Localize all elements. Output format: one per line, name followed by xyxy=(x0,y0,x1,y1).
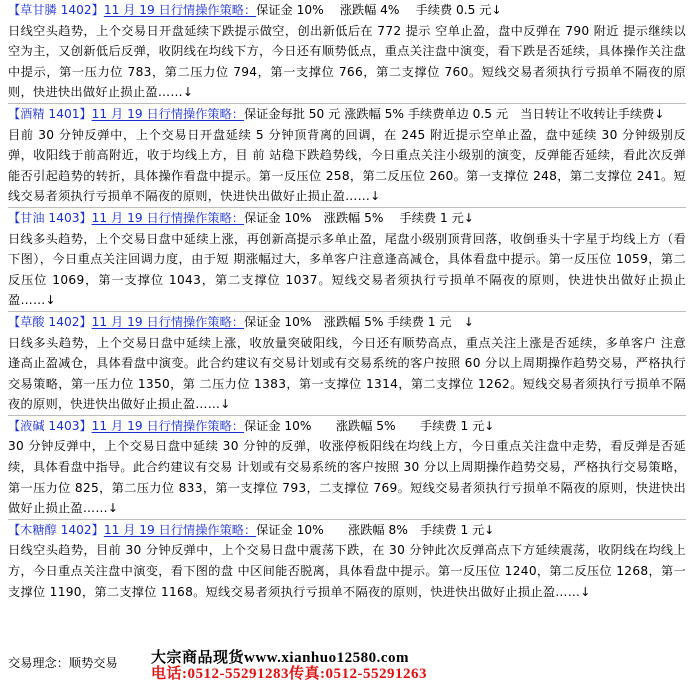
section-header xyxy=(8,312,686,333)
section-caustic-soda xyxy=(8,416,686,519)
contract-meta: 保证金 10% 涨跌幅 4% 手续费 0.5 元↓ xyxy=(256,3,502,17)
contract-meta: 保证金 10% 涨跌幅 8% 手续费 1 元↓ xyxy=(256,522,495,537)
section-body: 目前 30 分钟反弹中，上个交易日开盘延续 5 分钟顶背离的回调，在 245 附近提示空单止盈，盘中延续 30 分钟级别反弹，收阳线于前高附近，收于均线上方，目 前 站稳下跌趋势线，今日重点关注小级别的演变，反弹能否延续，看此次反弹能否引起趋势的转折，具体操作看盘中提示。第一反压位 258，第二反压位 260。第一支撑位 248，第二支撑位 241。短线交易者须执行亏损单不隔夜的原则，快进快出做好止损止盈……↓ xyxy=(8,127,686,204)
section-header xyxy=(8,104,686,125)
section-header xyxy=(8,208,686,229)
contract-meta: 保证金 10% 涨跌幅 5% 手续费 1 元↓ xyxy=(243,418,495,433)
promo-phone-fax-watermark: 电话:0512-55291283传真:0512-55291263 xyxy=(151,666,427,682)
section-body: 日线多头趋势，上个交易日盘中延续上涨，收放量突破阳线，今日还有顺势高点，重点关注上涨是否延续，多单客户 注意逢高止盈减仓，具体看盘中演变。此合约建议有交易计划或有交易系统的客户按照 60 分以上周期操作趋势交易，严格执行交易策略，第一压力位 1350，第 二压力位 1383，第一支撑位 1314，第二支撑位 1262。短线交易者须执行亏损单不隔夜的原则，快进快出做好止损止盈……↓ xyxy=(8,335,686,412)
section-alcohol xyxy=(8,104,686,207)
strategy-title: 11 月 19 日行情操作策略： xyxy=(103,522,257,537)
section-header xyxy=(8,520,686,541)
strategy-title: 11 月 19 日行情操作策略： xyxy=(91,314,244,329)
promo-website-watermark: 大宗商品现货www.xianhuo12580.com xyxy=(151,650,410,666)
strategy-document xyxy=(8,0,686,602)
contract-meta: 保证金 10% 涨跌幅 5% 手续费 1 元↓ xyxy=(243,210,474,225)
section-header xyxy=(8,0,686,21)
section-body: 30 分钟反弹中，上个交易日盘中延续 30 分钟的反弹，收涨停板阳线在均线上方，今日重点关注盘中走势，看反弹是否延续，具体看盘中指导。此合约建议有交易 计划或有交易系统的客户按照 30 分以上周期操作趋势交易，严格执行交易策略，第一压力位 825，第二压力位 833，第一支撑位 793，二支撑位 769。短线交易者须执行亏损单不隔夜的原则，快进快出做好止损止盈……↓ xyxy=(8,439,686,516)
strategy-title: 11 月 19 日行情操作策略： xyxy=(91,210,244,225)
contract-tag: 【酒精 1401】 xyxy=(8,106,92,121)
strategy-title: 11 月 19 日行情操作策略： xyxy=(103,3,257,17)
section-glyphosate xyxy=(8,0,686,103)
section-body: 日线多头趋势，上个交易日盘中延续上涨，再创新高提示多单止盈，尾盘小级别顶背回落，收倒垂头十字星于均线上方（看下图），今日重点关注回调力度，由于短 期涨幅过大，多单客户注意逢高减仓，具体看盘中提示。第一反压位 1059，第二反压位 1069，第一支撑位 1043，第二支撑位 1037。短线交易者须执行亏损单不隔夜的原则，快进快出做好止损止盈……↓ xyxy=(8,231,686,308)
section-glycerol xyxy=(8,208,686,311)
footer xyxy=(8,648,686,682)
contract-tag: 【甘油 1403】 xyxy=(8,210,92,225)
contract-tag: 【液碱 1403】 xyxy=(8,418,92,433)
contract-tag: 【木糖醇 1402】 xyxy=(8,522,104,537)
contract-meta: 保证金 10% 涨跌幅 5% 手续费 1 元 ↓ xyxy=(243,314,474,329)
strategy-title: 11 月 19 日行情操作策略： xyxy=(91,418,244,433)
contract-tag: 【草酸 1402】 xyxy=(8,314,92,329)
section-header xyxy=(8,416,686,437)
trading-philosophy: 交易理念：顺势交易 xyxy=(8,656,118,670)
section-oxalic-acid xyxy=(8,312,686,415)
section-body: 日线空头趋势，目前 30 分钟反弹中，上个交易日盘中震荡下跌，在 30 分钟此次反弹高点下方延续震荡，收阴线在均线上方，今日重点关注盘中演变，看下图的盘 中区间能否脱离，具体看盘中提示。第一反压位 1240，第二反压位 1268，第一支撑位 1190，第二支撑位 1168。短线交易者须执行亏损单不隔夜的原则，快进快出做好止损止盈……↓ xyxy=(8,543,686,599)
contract-tag: 【草甘膦 1402】 xyxy=(8,3,104,17)
section-xylitol xyxy=(8,520,686,602)
contract-meta: 保证金每批 50 元 涨跌幅 5% 手续费单边 0.5 元 当日转让不收转让手续费↓ xyxy=(243,106,665,121)
strategy-title: 11 月 19 日行情操作策略： xyxy=(91,106,244,121)
section-body: 日线空头趋势，上个交易日开盘延续下跌提示做空，创出新低后在 772 提示 空单止盈，盘中反弹在 790 附近 提示继续以空为主，又创新低后反弹，收阴线在均线下方，今日还有顺势低点，重点关注盘中演变，看下跌是否延续，具体操作关注盘中提示，第一压力位 783，第二压力位 794，第一支撑位 766，第二支撑位 760。短线交易者须执行亏损单不隔夜的原则，快进快出做好止损止盈……↓ xyxy=(8,23,686,100)
